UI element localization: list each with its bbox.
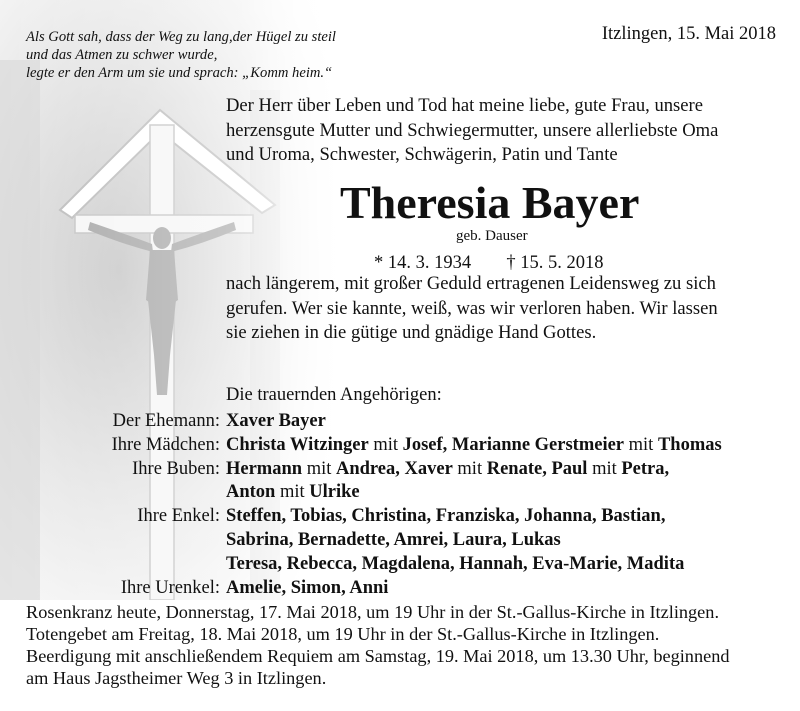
passing-line: sie ziehen in die gütige und gnädige Hand Gottes. — [226, 322, 597, 343]
mourner-name: Teresa, Rebecca, Magdalena, Hannah, Eva-Marie, Madita — [226, 553, 685, 574]
mourner-name: Petra, — [621, 458, 670, 479]
maiden-name: geb. Dauser — [456, 228, 528, 244]
mourner-relation: Der Ehemann: — [112, 411, 220, 431]
death-date: † 15. 5. 2018 — [506, 253, 604, 273]
connector-word: mit — [368, 434, 403, 455]
connector-word: mit — [302, 458, 336, 479]
mourner-names — [226, 529, 561, 553]
mourner-name: Renate, Paul — [486, 458, 588, 479]
mourner-name: Amelie, Simon, Anni — [226, 577, 389, 598]
connector-word: mit — [275, 482, 310, 503]
mourner-name: Sabrina, Bernadette, Amrei, Laura, Lukas — [226, 530, 561, 550]
mourner-names — [226, 434, 722, 458]
intro-line: herzensgute Mutter und Schwiegermutter, unsere allerliebste Oma — [226, 119, 719, 141]
service-line: Rosenkranz heute, Donnerstag, 17. Mai 2018, um 19 Uhr in der St.-Gallus-Kirche in Itzlingen. — [26, 602, 720, 622]
mourner-names — [226, 458, 669, 482]
mourner-name: Ulrike — [309, 482, 360, 503]
intro-line: und Uroma, Schwester, Schwägerin, Patin und Tante — [226, 144, 618, 165]
mourner-name: Steffen, Tobias, Christina, Franziska, Johanna, Bastian, — [226, 506, 666, 527]
passing-paragraph — [226, 272, 718, 346]
service-info — [26, 601, 729, 689]
mourner-relation: Ihre Enkel: — [137, 506, 220, 527]
life-dates — [374, 253, 604, 274]
mourner-names — [226, 505, 665, 529]
mourner-relation: Ihre Urenkel: — [120, 577, 220, 598]
poem-line: und das Atmen zu schwer wurde, — [26, 47, 218, 63]
connector-word: mit — [452, 458, 487, 479]
connector-word: mit — [624, 434, 658, 455]
connector-word: mit — [587, 458, 622, 479]
deceased-name: Theresia Bayer — [340, 177, 640, 228]
mourner-name: Xaver Bayer — [226, 411, 326, 431]
service-line: Totengebet am Freitag, 18. Mai 2018, um 19 Uhr in der St.-Gallus-Kirche in Itzlingen. — [26, 624, 660, 644]
mourner-name: Josef, Marianne Gerstmeier — [402, 434, 625, 455]
place-date: Itzlingen, 15. Mai 2018 — [601, 24, 776, 44]
intro-line: Der Herr über Leben und Tod hat meine liebe, gute Frau, unsere — [226, 95, 703, 116]
mourner-name: Thomas — [657, 434, 722, 455]
mourner-name: Anton — [226, 482, 276, 503]
poem-line: legte er den Arm um sie und sprach: „Komm heim.“ — [26, 65, 333, 81]
mourner-name: Andrea, Xaver — [335, 458, 453, 479]
mourner-names — [226, 577, 388, 601]
passing-line: nach längerem, mit großer Geduld ertragenen Leidensweg zu sich — [226, 273, 716, 294]
mourner-names — [226, 481, 360, 505]
mourner-name: Hermann — [226, 458, 303, 479]
mourner-names — [226, 553, 684, 577]
mourner-name: Christa Witzinger — [226, 434, 369, 455]
service-line: am Haus Jagstheimer Weg 3 in Itzlingen. — [26, 668, 327, 688]
service-line: Beerdigung mit anschließendem Requiem am Samstag, 19. Mai 2018, um 13.30 Uhr, beginnend — [26, 646, 730, 666]
mourner-relation: Ihre Buben: — [132, 458, 220, 479]
birth-date: * 14. 3. 1934 — [374, 253, 472, 273]
poem-line: Als Gott sah, dass der Weg zu lang,der Hügel zu steil — [26, 29, 336, 45]
intro-paragraph — [226, 94, 718, 168]
poem-quote — [26, 28, 336, 82]
passing-line: gerufen. Wer sie kannte, weiß, was wir verloren haben. Wir lassen — [226, 297, 718, 319]
mourners-label: Die trauernden Angehörigen: — [226, 385, 442, 405]
mourner-names — [226, 410, 326, 434]
mourner-relation: Ihre Mädchen: — [111, 434, 220, 455]
